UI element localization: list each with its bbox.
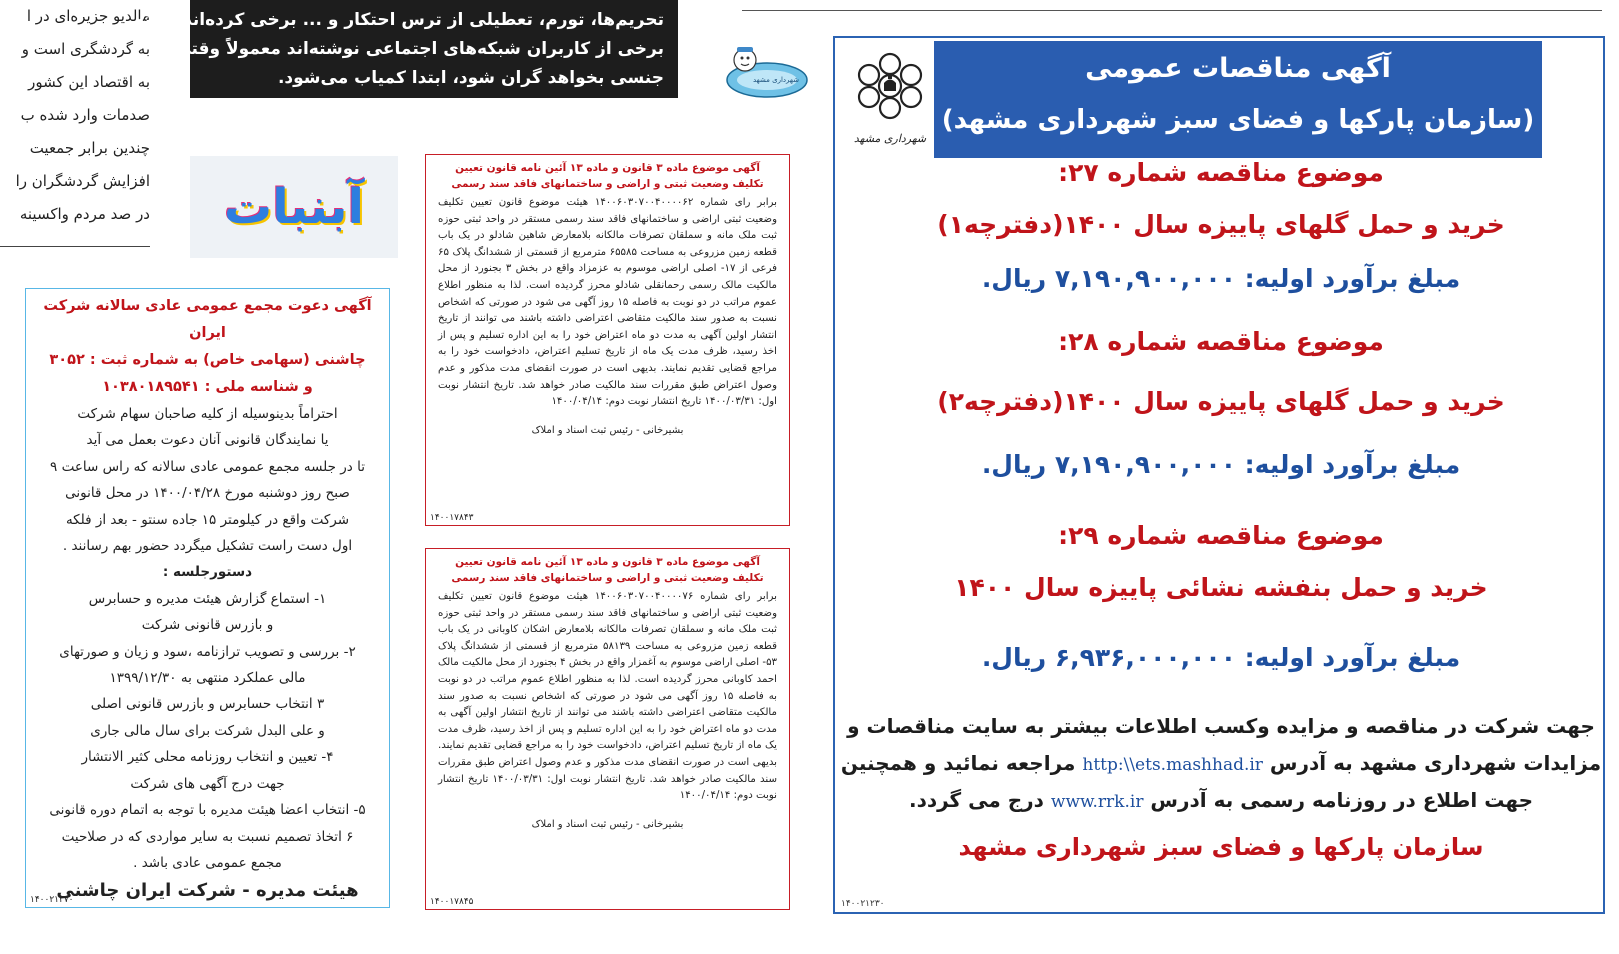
divider (742, 10, 1602, 11)
public-tender-ad (833, 36, 1605, 914)
notice-title: آگهی موضوع ماده ۳ قانون و ماده ۱۳ آئین نامه قانون تعیین تکلیف وضعیت ثبتی و اراضی و ساختمانهای فاقد سند رسمی (451, 556, 764, 584)
agenda-heading: دستورجلسه : (162, 564, 253, 581)
tender-subject: موضوع مناقصه شماره ۲۷: (1058, 158, 1384, 187)
quote-box (134, 0, 678, 98)
notice-code: ۱۴۰۰۲۱۲۳۰ (841, 899, 885, 909)
registration-notice (425, 154, 790, 526)
agenda-line: ۲- بررسی و تصویب ترازنامه ،سود و زیان و صورتهای (59, 643, 356, 660)
divider (0, 246, 150, 247)
agenda-line: مالی عملکرد منتهی به ۱۳۹۹/۱۲/۳۰ (109, 670, 306, 687)
news-snippet-column (0, 0, 150, 223)
notice-line: اول دست راست تشکیل میگردد حضور بهم رسانند . (62, 538, 353, 555)
notice-signature: بشیرخانی - رئیس ثبت اسناد و املاک (531, 424, 684, 436)
tender-item: خرید و حمل گلهای پاییزه سال ۱۴۰۰(دفترچه۱) (937, 210, 1505, 239)
news-line: چندین برابر جمعیت (29, 139, 150, 157)
notice-code: ۱۴۰۰۲۱۲۷۰ (30, 895, 74, 905)
quote-line: جنسی بخواهد گران شود، ابتدا کمیاب می‌شود. (277, 68, 664, 88)
agenda-line: ۱- استماع گزارش هیئت مدیره و حسابرس (88, 590, 327, 607)
notice-line: یا نمایندگان قانونی آنان دعوت بعمل می آید (86, 432, 329, 449)
logo-caption: شهرداری مشهد (853, 132, 927, 145)
tender-item: خرید و حمل بنفشه نشائی پاییزه سال ۱۴۰۰ (954, 573, 1488, 602)
news-line: در صد مردم واکسینه (19, 205, 150, 223)
tender-price: مبلغ برآورد اولیه: ۶,۹۳۶,۰۰۰,۰۰۰ ریال. (981, 643, 1461, 672)
quote-line: برخی از کاربران شبکه‌های اجتماعی نوشته‌اند معمولاً وقتی (174, 39, 664, 59)
tender-footer: سازمان پارکها و فضای سبز شهرداری مشهد (958, 833, 1484, 861)
tender-info-line: جهت شرکت در مناقصه و مزایده وکسب اطلاعات بیشتر به سایت مناقصات و (847, 714, 1595, 738)
info-text: مراجعه نمائید و همچنین (840, 751, 1076, 775)
registration-notice (425, 548, 790, 910)
tender-item: خرید و حمل گلهای پاییزه سال ۱۴۰۰(دفترچه۲) (937, 387, 1505, 416)
notice-signature: بشیرخانی - رئیس ثبت اسناد و املاک (531, 818, 684, 830)
news-line: به اقتصاد این کشور (28, 73, 150, 91)
tender-info-line (835, 782, 1607, 821)
info-text: درج می گردد. (908, 788, 1044, 812)
notice-line: احتراماً بدینوسیله از کلیه صاحبان سهام شرکت (77, 406, 338, 422)
quote-line: تحریم‌ها، تورم، تعطیلی از ترس احتکار و ... برخی کرده‌اند. البته (134, 10, 664, 30)
notice-body: برابر رای شماره ۱۴۰۰۶۰۳۰۷۰۰۴۰۰۰۰۶۲ هیئت موضوع قانون تعیین تکلیف وضعیت ثبتی اراضی و ساختمانهای فاقد سند رسمی مستقر در واحد ثبتی حوزه ثبت ملک مانه و سملقان تصرفات مالکانه بلامعارض شاهین شادلو در یک باب قطعه زمین مزروعی به مساحت ۶۵۵۸۵ مترمربع از قسمتی از ششدانگ پلاک ۶۵ فرعی از ۱۷- اصلی اراضی موسوم به عزمزاد واقع در بخش ۳ بجنورد از محل مالکیت مالک رسمی رحمانقلی شادلو محرز گردیده است. لذا به منظور اطلاع عموم مراتب در دو نوبت به فاصله ۱۵ روز آگهی می شود در صورتی که اشخاص نسبت به صدور سند مالکیت متقاضی اعتراضی داشته باشند می توانند از تاریخ انتشار اولین آگهی به مدت دو ماه اعتراض خود را به این اداره تسلیم و پس از اخذ رسید، ظرف مدت یک ماه از تاریخ تسلیم اعتراض، دادخواست خود را به مراجع قضایی تقدیم نمایند. بدیهی است در صورت انقضای مدت مذکور و عدم وصول اعتراض طبق مقررات سند مالکیت صادر خواهد شد. تاریخ انتشار نوبت اول: ۱۴۰۰/۰۳/۳۱ تاریخ انتشار نوبت دوم: ۱۴۰۰/۰۴/۱۴ (438, 197, 778, 408)
cartoon-sled-icon (715, 42, 810, 102)
info-text: جهت اطلاع در روزنامه رسمی به آدرس (1150, 788, 1533, 812)
tender-price: مبلغ برآورد اولیه: ۷,۱۹۰,۹۰۰,۰۰۰ ریال. (981, 450, 1461, 479)
agenda-line: ۶ اتخاذ تصمیم نسبت به سایر مواردی که در صلاحیت (61, 828, 354, 845)
agenda-line: ۳ انتخاب حسابرس و بازرس قانونی اصلی (90, 696, 325, 713)
notice-title: آگهی دعوت مجمع عمومی عادی سالانه شرکت ایران (43, 298, 372, 341)
abnabat-logo-text: آبنبات (224, 179, 364, 235)
news-line: صدمات وارد شده ب (20, 106, 150, 124)
notice-title: و شناسه ملی : ۱۰۳۸۰۱۸۹۵۴۱ (102, 379, 313, 395)
abnabat-logo (190, 156, 398, 258)
notice-line: شرکت واقع در کیلومتر ۱۵ جاده سنتو - بعد از فلکه (65, 511, 350, 528)
tender-website-link[interactable]: http:\\ets.mashhad.ir (1082, 755, 1263, 775)
info-text: مزایدات شهرداری مشهد به آدرس (1269, 751, 1602, 775)
tender-info-line (835, 745, 1607, 784)
news-line: مالدیو جزیره‌ای در ا (26, 7, 150, 25)
agenda-line: ۵- انتخاب اعضا هیئت مدیره با توجه به اتمام دوره قانونی (49, 802, 366, 819)
notice-body: برابر رای شماره ۱۴۰۰۶۰۳۰۷۰۰۴۰۰۰۰۷۶ هیئت موضوع قانون تعیین تکلیف وضعیت ثبتی اراضی و ساختمانهای فاقد سند رسمی مستقر در واحد ثبتی حوزه ثبت ملک مانه و سملقان تصرفات مالکانه بلامعارض اشکان کاوبانی در یک باب قطعه زمین مزروعی به مساحت ۵۸۱۳۹ مترمربع از قسمتی از ششدانگ پلاک ۵۳- اصلی اراضی موسوم به آغمزار واقع در بخش ۴ بجنورد از محل مالکیت مالک احمد کاوبانی محرز گردیده است. لذا به منظور اطلاع عموم مراتب در دو نوبت به فاصله ۱۵ روز آگهی می شود در صورتی که اشخاص نسبت به صدور سند مالکیت متقاضی اعتراضی داشته باشند می توانند از تاریخ انتشار اولین آگهی به مدت دو ماه اعتراض خود را به این اداره تسلیم و پس از اخذ رسید، ظرف مدت یک ماه از تاریخ تسلیم اعتراض، دادخواست خود را به مراجع قضایی تقدیم نمایند. بدیهی است در صورت انقضای مدت مذکور و عدم وصول اعتراض طبق مقررات سند مالکیت صادر خواهد شد. تاریخ انتشار نوبت اول: ۱۴۰۰/۰۳/۳۱ تاریخ انتشار نوبت دوم: ۱۴۰۰/۰۴/۱۴ (438, 591, 778, 802)
agenda-line: ۴- تعیین و انتخاب روزنامه محلی کثیر الانتشار (81, 749, 334, 766)
official-gazette-link[interactable]: www.rrk.ir (1050, 792, 1144, 812)
tender-header (934, 41, 1542, 158)
agenda-line: مجمع عمومی عادی باشد . (133, 854, 282, 871)
tender-organization: (سازمان پارکها و فضای سبز شهرداری مشهد) (941, 105, 1535, 135)
mashhad-municipality-logo-icon (847, 46, 933, 154)
tender-price: مبلغ برآورد اولیه: ۷,۱۹۰,۹۰۰,۰۰۰ ریال. (981, 264, 1461, 293)
tender-title: آگهی مناقصات عمومی (1085, 53, 1391, 84)
notice-code: ۱۴۰۰۱۷۸۴۳ (430, 513, 474, 523)
news-line: به گردشگری است و (21, 40, 150, 58)
notice-signature: هیئت مدیره - شرکت ایران چاشنی (56, 880, 359, 902)
news-line: افزایش گردشگران را (15, 172, 150, 190)
notice-title: چاشنی (سهامی خاص) به شماره ثبت : ۳۰۵۲ (49, 352, 366, 368)
notice-line: صبح روز دوشنبه مورخ ۱۴۰۰/۰۴/۲۸ در محل قانونی (65, 485, 350, 502)
tender-subject: موضوع مناقصه شماره ۲۹: (1058, 521, 1384, 550)
agenda-line: جهت درج آگهی های شرکت (130, 775, 285, 792)
shareholders-meeting-notice (25, 288, 390, 908)
notice-title: آگهی موضوع ماده ۳ قانون و ماده ۱۳ آئین نامه قانون تعیین تکلیف وضعیت ثبتی و اراضی و ساختمانهای فاقد سند رسمی (451, 162, 764, 190)
notice-code: ۱۴۰۰۱۷۸۴۵ (430, 897, 474, 907)
tender-subject: موضوع مناقصه شماره ۲۸: (1058, 327, 1384, 356)
agenda-line: و بازرس قانونی شرکت (141, 617, 274, 634)
cartoon-caption: شهرداری مشهد (753, 76, 799, 84)
notice-line: تا در جلسه مجمع عمومی عادی سالانه که راس ساعت ۹ (50, 458, 365, 475)
agenda-line: و علی البدل شرکت برای سال مالی جاری (90, 722, 325, 739)
